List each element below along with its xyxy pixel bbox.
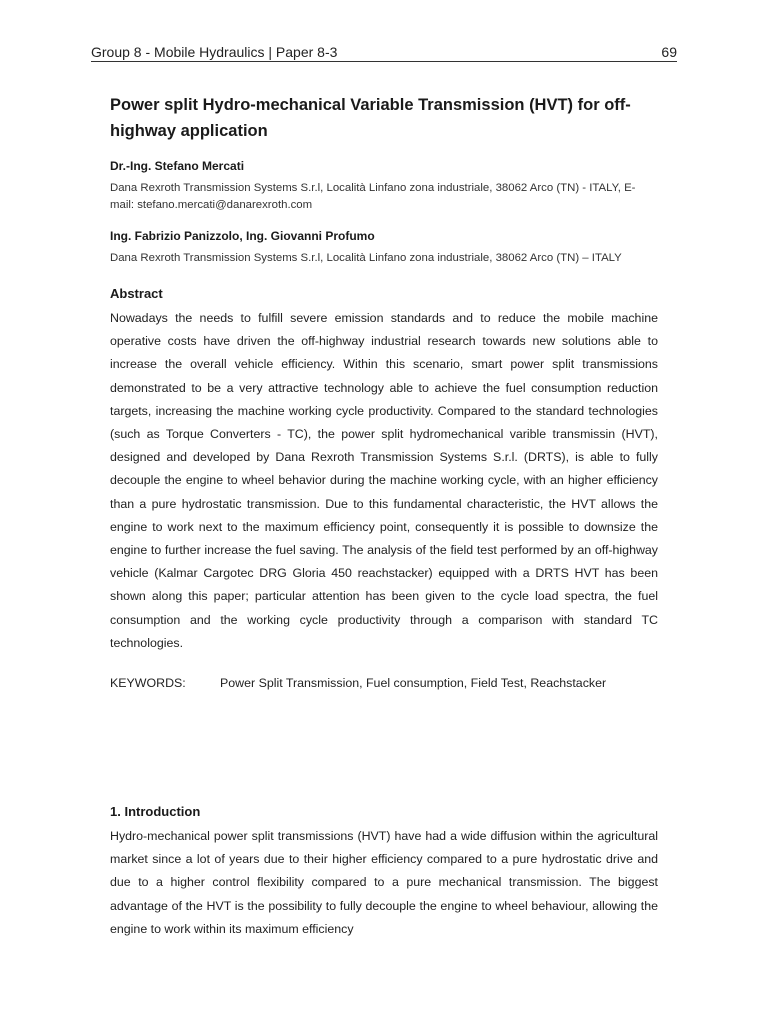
header-rule xyxy=(91,61,677,62)
introduction-section xyxy=(110,803,658,941)
abstract-text: Nowadays the needs to fulfill severe emission standards and to reduce the mobile machine operative costs have driven the off-highway industrial research towards new solutions able to increase the overall vehicle efficiency. Within this scenario, smart power split transmissions demonstrated to be a very attractive technology able to achieve the fuel consumption reduction targets, increasing the machine working cycle productivity. Compared to the standard technologies (such as Torque Converters - TC), the power split hydromechanical varible transmissin (HVT), designed and developed by Dana Rexroth Transmission Systems S.r.l. (DRTS), is able to fully decouple the engine to wheel behavior during the machine working cycle, with an higher efficiency than a pure hydrostatic transmission. Due to this fundamental characteristic, the HVT allows the engine to work next to the maximum efficiency point, consequently it is possible to downsize the engine to further increase the fuel saving. The analysis of the field test performed by an off-highway vehicle (Kalmar Cargotec DRG Gloria 450 reachstacker) equipped with a DRTS HVT has been shown along this paper; particular attention has been given to the cycle load spectra, the fuel consumption and the working cycle productivity through a comparison with standard TC technologies. xyxy=(110,311,658,650)
paper-title: Power split Hydro-mechanical Variable Transmission (HVT) for off-highway application xyxy=(110,96,631,140)
author-name-2: Ing. Fabrizio Panizzolo, Ing. Giovanni Profumo xyxy=(110,229,375,243)
introduction-text: Hydro-mechanical power split transmissions (HVT) have had a wide diffusion within the agricultural market since a lot of years due to their higher efficiency compared to a pure hydrostatic drive and due to a higher control flexibility compared to a pure mechanical transmission. The biggest advantage of the HVT is the possibility to fully decouple the engine to wheel behaviour, allowing the engine to work within its maximum efficiency xyxy=(110,829,658,936)
abstract-heading: Abstract xyxy=(110,286,163,301)
author-affiliation-1: Dana Rexroth Transmission Systems S.r.l, Località Linfano zona industriale, 38062 Arco (TN) - ITALY, E-mail: stefano.mercati@danarexroth.com xyxy=(110,182,636,211)
keywords-value: Power Split Transmission, Fuel consumption, Field Test, Reachstacker xyxy=(220,676,607,691)
running-header xyxy=(91,40,677,60)
paper-front-matter xyxy=(110,92,658,693)
keywords-row xyxy=(110,673,658,693)
introduction-heading: 1. Introduction xyxy=(110,804,201,819)
keywords-label: KEYWORDS: xyxy=(110,676,186,691)
page-number: 69 xyxy=(661,44,677,60)
header-journal-info: Group 8 - Mobile Hydraulics | Paper 8-3 xyxy=(91,44,338,60)
author-name-1: Dr.-Ing. Stefano Mercati xyxy=(110,159,245,173)
author-affiliation-2: Dana Rexroth Transmission Systems S.r.l, Località Linfano zona industriale, 38062 Arco (TN) – ITALY xyxy=(110,252,622,264)
